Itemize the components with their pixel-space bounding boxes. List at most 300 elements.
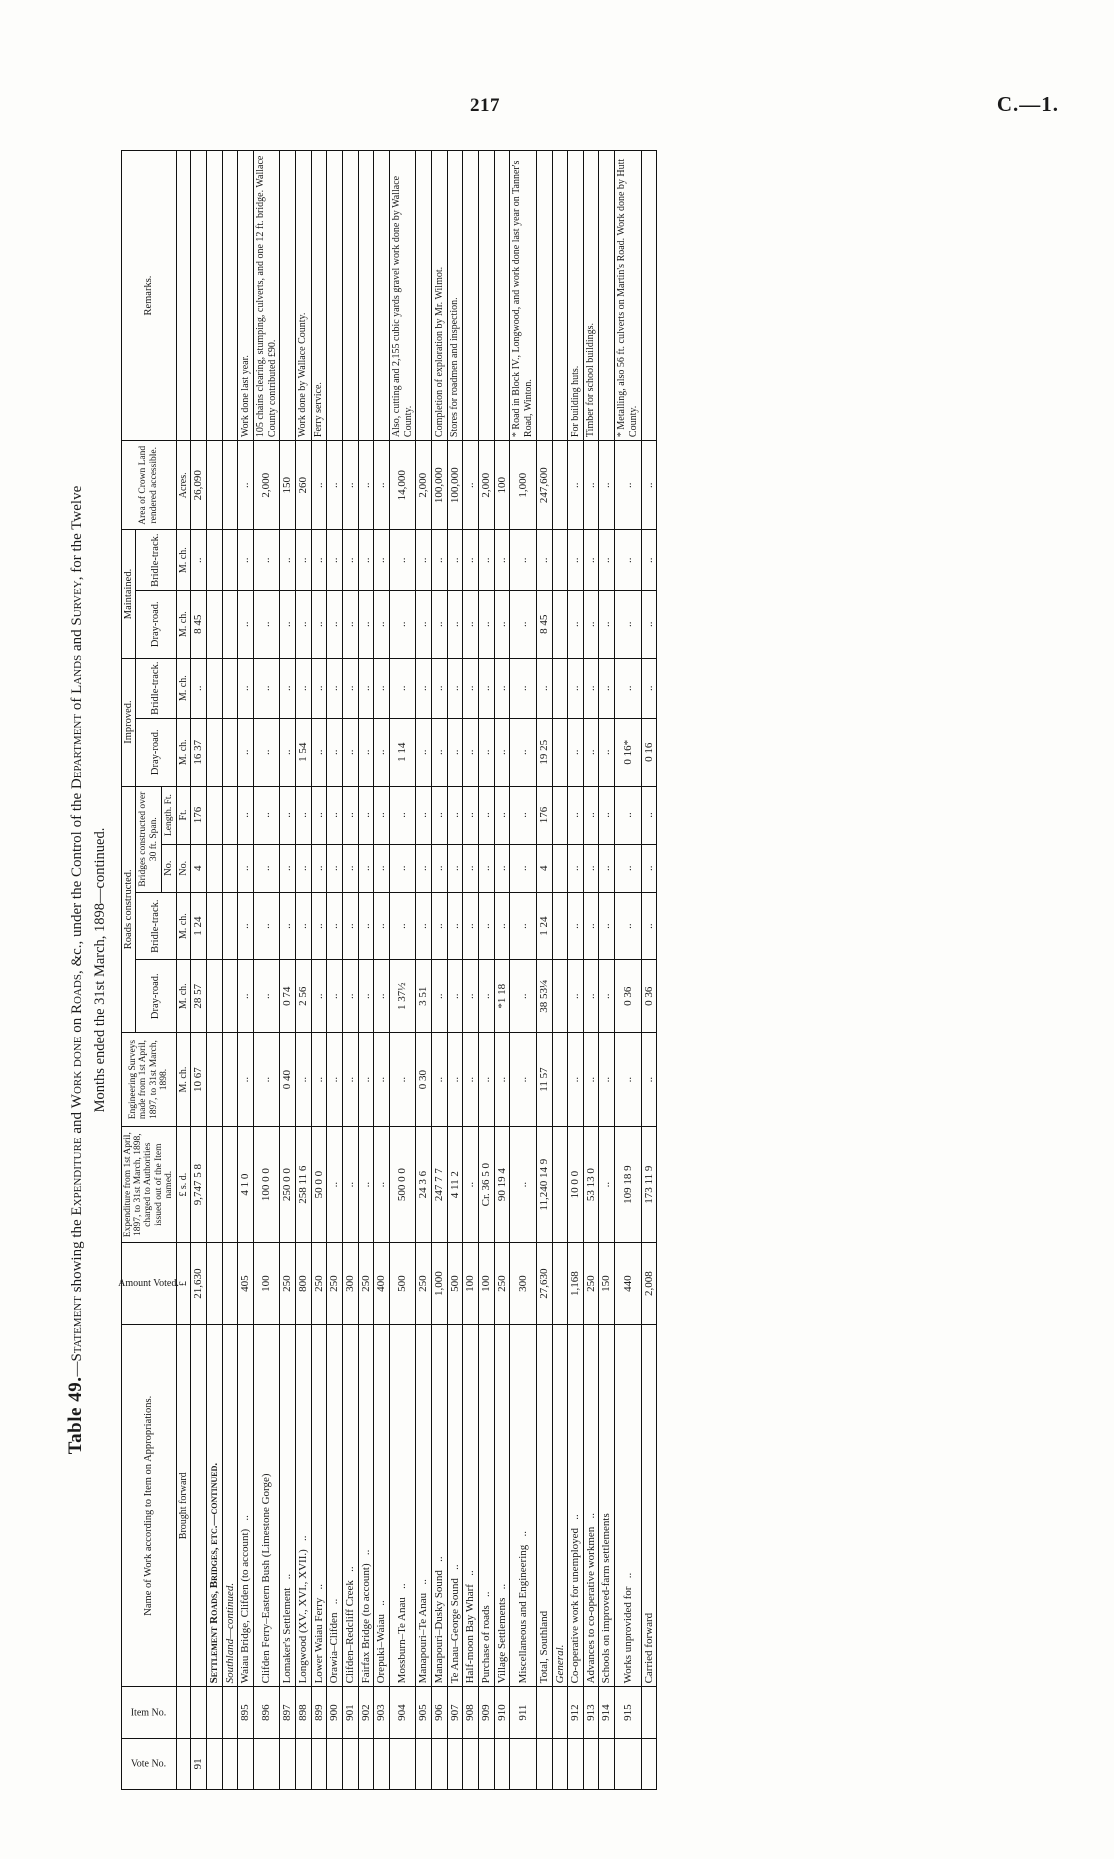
row-bridges-no: .. — [374, 844, 390, 892]
row-engineering: .. — [238, 1032, 254, 1126]
caption-text-3: for the Twelve — [69, 485, 85, 577]
general-row-improved-dray: .. — [599, 718, 615, 786]
general-row-item-no: 913 — [583, 1687, 599, 1738]
cf-idray: 0 16 — [641, 718, 657, 786]
general-row-improved-bridle: .. — [583, 658, 599, 718]
cf-area: .. — [641, 441, 657, 530]
row-bridle-track: .. — [358, 892, 374, 960]
row-bridle-track: .. — [327, 892, 343, 960]
general-row-bridges-no: .. — [568, 844, 584, 892]
caption-on: on — [69, 1014, 85, 1037]
row-maintained-bridle: .. — [510, 530, 537, 590]
row-amount-voted: 100 — [463, 1243, 479, 1325]
row-engineering: .. — [447, 1032, 463, 1126]
row-improved-dray: .. — [327, 718, 343, 786]
row-dray-road: 1 37½ — [389, 960, 416, 1032]
page-code: C.—1. — [996, 92, 1059, 116]
row-area: .. — [327, 441, 343, 530]
cf-exp: 173 11 9 — [641, 1127, 657, 1243]
sh1-area — [206, 441, 222, 530]
row-vote-no — [510, 1738, 537, 1789]
row-work-name: Miscellaneous and Engineering .. — [510, 1325, 537, 1687]
row-amount-voted: 250 — [358, 1243, 374, 1325]
tot-exp: 11,240 14 9 — [536, 1127, 552, 1243]
row-work-name: Waiau Bridge, Clifden (to account) .. — [238, 1325, 254, 1687]
cf-ibri: .. — [641, 658, 657, 718]
general-row-amount-voted: 250 — [583, 1243, 599, 1325]
general-row-area: .. — [615, 441, 642, 530]
row-area: 2,000 — [479, 441, 495, 530]
row-maintained-dray: .. — [494, 590, 510, 658]
sh1-eng — [206, 1032, 222, 1126]
row-improved-dray: .. — [447, 718, 463, 786]
row-improved-bridle: .. — [238, 658, 254, 718]
row-maintained-dray: .. — [374, 590, 390, 658]
row-amount-voted: 400 — [374, 1243, 390, 1325]
row-amount-voted: 405 — [238, 1243, 254, 1325]
table-row — [599, 151, 615, 1790]
row-item-no: 907 — [447, 1687, 463, 1738]
row-improved-dray: .. — [463, 718, 479, 786]
tot-area: 247,600 — [536, 441, 552, 530]
tot-item — [536, 1687, 552, 1738]
row-amount-voted: 800 — [296, 1243, 312, 1325]
row-expenditure: 50 0 0 — [311, 1127, 327, 1243]
row-improved-bridle: .. — [432, 658, 448, 718]
row-improved-bridle: .. — [374, 658, 390, 718]
cf-item — [641, 1687, 657, 1738]
general-row-amount-voted: 150 — [599, 1243, 615, 1325]
cf-vote — [641, 1738, 657, 1789]
row-engineering: .. — [311, 1032, 327, 1126]
row-bridges-length: .. — [311, 786, 327, 844]
header-engineering: Engineering Surveys made from 1st April, 1897, to 31st March, 1898. — [121, 1032, 176, 1126]
general-row-maintained-bridle: .. — [615, 530, 642, 590]
row-vote-no — [280, 1738, 296, 1789]
row-vote-no — [374, 1738, 390, 1789]
row-bridges-no: .. — [479, 844, 495, 892]
row-work-name: Half-moon Bay Wharf .. — [463, 1325, 479, 1687]
general-row-maintained-dray: .. — [615, 590, 642, 658]
sh1-dray — [206, 960, 222, 1032]
general-row-vote-no — [599, 1738, 615, 1789]
row-remarks — [494, 151, 510, 441]
row-vote-no — [342, 1738, 358, 1789]
row-improved-dray: .. — [238, 718, 254, 786]
row-remarks — [358, 151, 374, 441]
row-expenditure: .. — [374, 1127, 390, 1243]
row-bridle-track: .. — [374, 892, 390, 960]
units-bridges-len: Ft. — [176, 786, 191, 844]
row-area: 14,000 — [389, 441, 416, 530]
row-improved-dray: .. — [311, 718, 327, 786]
bf-bridges-len: 176 — [191, 786, 207, 844]
sh1-mdray — [206, 590, 222, 658]
row-item-no: 895 — [238, 1687, 254, 1738]
general-row-bridle-track: .. — [583, 892, 599, 960]
row-bridges-length: .. — [280, 786, 296, 844]
caption-text-2: &c., under the Control of the — [69, 789, 85, 971]
row-item-no: 900 — [327, 1687, 343, 1738]
cf-mdray: .. — [641, 590, 657, 658]
sh2-idray — [222, 718, 238, 786]
row-area: .. — [374, 441, 390, 530]
sh2-bri — [222, 892, 238, 960]
row-expenditure: .. — [358, 1127, 374, 1243]
sh2-exp — [222, 1127, 238, 1243]
bf-area: 26,090 — [191, 441, 207, 530]
general-row-bridges-length: .. — [615, 786, 642, 844]
row-remarks: Work done last year. — [238, 151, 254, 441]
row-maintained-bridle: .. — [494, 530, 510, 590]
row-remarks: Also, cutting and 2,155 cubic yards gravel work done by Wallace County. — [389, 151, 416, 441]
sh1-rem — [206, 151, 222, 441]
row-remarks: Stores for roadmen and inspection. — [447, 151, 463, 441]
row-bridle-track: .. — [253, 892, 280, 960]
row-dray-road: 2 56 — [296, 960, 312, 1032]
general-row-work-name: Works unprovided for .. — [615, 1325, 642, 1687]
row-engineering: .. — [327, 1032, 343, 1126]
row-improved-bridle: .. — [358, 658, 374, 718]
row-maintained-dray: .. — [416, 590, 432, 658]
row-remarks: * Road in Block IV., Longwood, and work done last year on Tanner's Road, Winton. — [510, 151, 537, 441]
row-bridges-length: .. — [327, 786, 343, 844]
table-row — [311, 151, 327, 1790]
general-row-maintained-dray: .. — [583, 590, 599, 658]
sh3-idray — [552, 718, 568, 786]
row-bridges-length: .. — [432, 786, 448, 844]
sh3-item — [552, 1687, 568, 1738]
bf-name — [191, 1325, 207, 1687]
expenditure-table — [118, 150, 658, 1790]
sh1-voted — [206, 1243, 222, 1325]
row-bridle-track: .. — [296, 892, 312, 960]
tot-rem — [536, 151, 552, 441]
row-dray-road: .. — [374, 960, 390, 1032]
tot-idray: 19 25 — [536, 718, 552, 786]
row-bridges-no: .. — [311, 844, 327, 892]
table-row — [583, 151, 599, 1790]
row-expenditure: 24 3 6 — [416, 1127, 432, 1243]
row-engineering: .. — [463, 1032, 479, 1126]
bf-dray: 28 57 — [191, 960, 207, 1032]
row-amount-voted: 100 — [479, 1243, 495, 1325]
general-row-improved-dray: 0 16* — [615, 718, 642, 786]
row-improved-dray: .. — [510, 718, 537, 786]
table-row — [296, 151, 312, 1790]
row-bridges-no: .. — [327, 844, 343, 892]
general-row-area: .. — [568, 441, 584, 530]
sh3-rem — [552, 151, 568, 441]
sh2-bno — [222, 844, 238, 892]
table-row — [615, 151, 642, 1790]
bf-item-no — [191, 1687, 207, 1738]
bf-imp-dray: 16 37 — [191, 718, 207, 786]
caption-and-1: and — [69, 1108, 85, 1138]
table-row — [432, 151, 448, 1790]
row-maintained-dray: .. — [463, 590, 479, 658]
table-row — [568, 151, 584, 1790]
bf-engineering: 10 67 — [191, 1032, 207, 1126]
sh2-voted — [222, 1243, 238, 1325]
row-engineering: .. — [358, 1032, 374, 1126]
table-row — [374, 151, 390, 1790]
row-bridle-track: .. — [510, 892, 537, 960]
sh3-bri — [552, 892, 568, 960]
row-improved-bridle: .. — [447, 658, 463, 718]
sh3-vote — [552, 1738, 568, 1789]
row-improved-dray: .. — [253, 718, 280, 786]
row-engineering: .. — [374, 1032, 390, 1126]
table-row — [447, 151, 463, 1790]
row-vote-no — [494, 1738, 510, 1789]
general-row-remarks — [599, 151, 615, 441]
units-row — [176, 151, 191, 1790]
row-maintained-dray: .. — [432, 590, 448, 658]
units-bridges-no: No. — [176, 844, 191, 892]
row-bridges-no: .. — [389, 844, 416, 892]
general-row-remarks: * Metalling, also 56 ft. culverts on Martin's Road. Work done by Hutt County. — [615, 151, 642, 441]
row-improved-dray: .. — [342, 718, 358, 786]
row-work-name: Lomaker's Settlement .. — [280, 1325, 296, 1687]
row-bridges-no: .. — [358, 844, 374, 892]
general-row-dray-road: .. — [568, 960, 584, 1032]
sh2-mdray — [222, 590, 238, 658]
row-dray-road: .. — [253, 960, 280, 1032]
row-area: .. — [463, 441, 479, 530]
row-expenditure: 258 11 6 — [296, 1127, 312, 1243]
row-vote-no — [389, 1738, 416, 1789]
row-area: 150 — [280, 441, 296, 530]
bf-voted: 21,630 — [191, 1243, 207, 1325]
units-expenditure: £ s. d. — [176, 1127, 191, 1243]
row-improved-bridle: .. — [479, 658, 495, 718]
row-expenditure: .. — [342, 1127, 358, 1243]
row-engineering: .. — [342, 1032, 358, 1126]
cf-voted: 2,008 — [641, 1243, 657, 1325]
row-bridges-no: .. — [494, 844, 510, 892]
sh3-bno — [552, 844, 568, 892]
bf-expenditure: 9,747 5 8 — [191, 1127, 207, 1243]
general-row-dray-road: 0 36 — [615, 960, 642, 1032]
row-improved-dray: .. — [280, 718, 296, 786]
table-row — [463, 151, 479, 1790]
row-work-name: Fairfax Bridge (to account) .. — [358, 1325, 374, 1687]
table-row — [479, 151, 495, 1790]
row-expenditure: .. — [463, 1127, 479, 1243]
sh2-mbri — [222, 530, 238, 590]
row-area: .. — [342, 441, 358, 530]
row-item-no: 908 — [463, 1687, 479, 1738]
cf-bri: .. — [641, 892, 657, 960]
sh3-eng — [552, 1032, 568, 1126]
row-work-name: Manapouri–Te Anau .. — [416, 1325, 432, 1687]
brought-forward-row — [191, 151, 207, 1790]
bf-mnt-dray: 8 45 — [191, 590, 207, 658]
row-expenditure: 250 0 0 — [280, 1127, 296, 1243]
row-bridges-length: .. — [447, 786, 463, 844]
units-dray: M. ch. — [176, 960, 191, 1032]
row-vote-no — [463, 1738, 479, 1789]
header-amount-voted-label: Amount Voted. — [118, 1278, 180, 1290]
row-remarks — [374, 151, 390, 441]
row-maintained-bridle: .. — [416, 530, 432, 590]
row-engineering: .. — [296, 1032, 312, 1126]
row-bridges-length: .. — [416, 786, 432, 844]
total-row — [536, 151, 552, 1790]
row-area: 2,000 — [253, 441, 280, 530]
row-dray-road: .. — [342, 960, 358, 1032]
row-work-name: Clifden–Redcliff Creek .. — [342, 1325, 358, 1687]
row-dray-road: 0 74 — [280, 960, 296, 1032]
header-item-no-label: Item No. — [130, 1707, 167, 1719]
row-improved-bridle: .. — [342, 658, 358, 718]
general-row-amount-voted: 440 — [615, 1243, 642, 1325]
row-vote-no — [296, 1738, 312, 1789]
row-bridges-length: .. — [510, 786, 537, 844]
row-expenditure: 4 1 0 — [238, 1127, 254, 1243]
header-item-no — [121, 1687, 176, 1738]
general-row-vote-no — [615, 1738, 642, 1789]
row-remarks — [479, 151, 495, 441]
general-row-item-no: 914 — [599, 1687, 615, 1738]
row-bridges-no: .. — [463, 844, 479, 892]
row-dray-road: .. — [479, 960, 495, 1032]
row-engineering: 0 30 — [416, 1032, 432, 1126]
row-bridle-track: .. — [389, 892, 416, 960]
row-remarks — [327, 151, 343, 441]
general-row-engineering: .. — [568, 1032, 584, 1126]
table-number: Table 49. — [65, 1376, 86, 1455]
general-row-work-name: Schools on improved-farm settlements — [599, 1325, 615, 1687]
row-improved-dray: 1 14 — [389, 718, 416, 786]
row-maintained-bridle: .. — [389, 530, 416, 590]
row-expenditure: 500 0 0 — [389, 1127, 416, 1243]
sh1-ibri — [206, 658, 222, 718]
row-expenditure: .. — [510, 1127, 537, 1243]
row-item-no: 901 — [342, 1687, 358, 1738]
general-row-area: .. — [583, 441, 599, 530]
row-improved-dray: .. — [416, 718, 432, 786]
tot-eng: 11 57 — [536, 1032, 552, 1126]
row-improved-bridle: .. — [253, 658, 280, 718]
sh3-exp — [552, 1127, 568, 1243]
bf-bridges-no: 4 — [191, 844, 207, 892]
row-engineering: 0 40 — [280, 1032, 296, 1126]
general-row-item-no: 915 — [615, 1687, 642, 1738]
general-row-maintained-bridle: .. — [583, 530, 599, 590]
row-dray-road: .. — [510, 960, 537, 1032]
row-maintained-bridle: .. — [253, 530, 280, 590]
row-improved-bridle: .. — [389, 658, 416, 718]
general-row-bridges-length: .. — [583, 786, 599, 844]
row-bridle-track: .. — [494, 892, 510, 960]
sh2-eng — [222, 1032, 238, 1126]
section-head-southland-row — [222, 151, 238, 1790]
sh1-exp — [206, 1127, 222, 1243]
row-amount-voted: 1,000 — [432, 1243, 448, 1325]
table-row — [494, 151, 510, 1790]
row-item-no: 903 — [374, 1687, 390, 1738]
row-dray-road: .. — [463, 960, 479, 1032]
caption-line-2: Months ended the 31st March, 1898—continued. — [91, 827, 108, 1113]
row-maintained-bridle: .. — [358, 530, 374, 590]
cf-blen: .. — [641, 786, 657, 844]
row-dray-road: .. — [432, 960, 448, 1032]
row-vote-no — [416, 1738, 432, 1789]
row-maintained-dray: .. — [510, 590, 537, 658]
row-remarks — [280, 151, 296, 441]
page-number: 217 — [470, 95, 500, 116]
sh3-mbri — [552, 530, 568, 590]
row-dray-road: .. — [238, 960, 254, 1032]
row-maintained-dray: .. — [479, 590, 495, 658]
general-row-improved-bridle: .. — [599, 658, 615, 718]
row-maintained-dray: .. — [389, 590, 416, 658]
table-row — [389, 151, 416, 1790]
general-row-vote-no — [583, 1738, 599, 1789]
general-row-bridges-no: .. — [599, 844, 615, 892]
units-item — [176, 1687, 191, 1738]
row-maintained-dray: .. — [311, 590, 327, 658]
row-area: 100,000 — [447, 441, 463, 530]
units-engineering: M. ch. — [176, 1032, 191, 1126]
row-work-name: Clifden Ferry–Eastern Bush (Limestone Gorge) — [253, 1325, 280, 1687]
sh2-area — [222, 441, 238, 530]
sh3-blen — [552, 786, 568, 844]
row-maintained-dray: .. — [296, 590, 312, 658]
row-item-no: 896 — [253, 1687, 280, 1738]
row-improved-dray: .. — [374, 718, 390, 786]
row-amount-voted: 250 — [280, 1243, 296, 1325]
row-vote-no — [479, 1738, 495, 1789]
cf-bno: .. — [641, 844, 657, 892]
sh1-mbri — [206, 530, 222, 590]
row-maintained-dray: .. — [280, 590, 296, 658]
row-vote-no — [447, 1738, 463, 1789]
row-bridges-length: .. — [374, 786, 390, 844]
brought-forward-label: Brought forward — [176, 1325, 191, 1687]
row-item-no: 902 — [358, 1687, 374, 1738]
table-row — [327, 151, 343, 1790]
general-row-maintained-bridle: .. — [568, 530, 584, 590]
row-vote-no — [253, 1738, 280, 1789]
row-improved-dray: .. — [358, 718, 374, 786]
table-row — [510, 151, 537, 1790]
general-row-work-name: Co-operative work for unemployed .. — [568, 1325, 584, 1687]
header-remarks: Remarks. — [121, 151, 176, 441]
table-row — [253, 151, 280, 1790]
header-vote-no — [121, 1738, 176, 1789]
bf-imp-bridle: .. — [191, 658, 207, 718]
row-dray-road: .. — [447, 960, 463, 1032]
row-improved-bridle: .. — [296, 658, 312, 718]
section-head-settlement-row — [206, 151, 222, 1790]
row-maintained-bridle: .. — [311, 530, 327, 590]
general-row-remarks: Timber for school buildings. — [583, 151, 599, 441]
row-work-name: Purchase of roads .. — [479, 1325, 495, 1687]
row-maintained-bridle: .. — [432, 530, 448, 590]
section-head-general: General. — [552, 1325, 568, 1687]
row-remarks: Work done by Wallace County. — [296, 151, 312, 441]
row-engineering: .. — [479, 1032, 495, 1126]
general-row-expenditure: 109 18 9 — [615, 1127, 642, 1243]
tot-vote — [536, 1738, 552, 1789]
row-item-no: 898 — [296, 1687, 312, 1738]
row-area: .. — [238, 441, 254, 530]
table-row — [416, 151, 432, 1790]
header-expenditure: Expenditure from 1st April, 1897, to 31st March, 1898, charged to Authorities issued out of the Item named. — [121, 1127, 176, 1243]
